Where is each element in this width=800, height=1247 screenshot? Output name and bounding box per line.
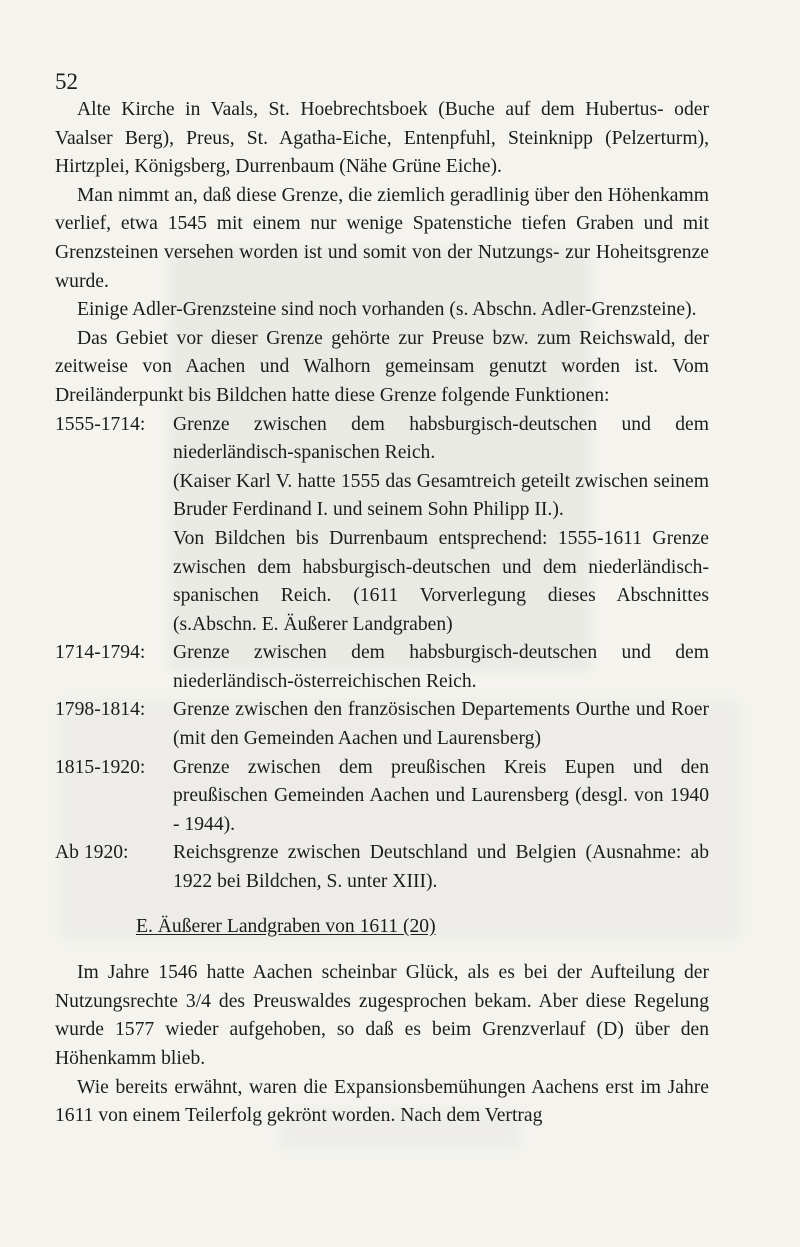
border-function-timeline bbox=[55, 411, 709, 897]
timeline-entry bbox=[55, 411, 709, 640]
timeline-period: Ab 1920: bbox=[55, 842, 129, 864]
timeline-description bbox=[173, 639, 709, 696]
timeline-period: 1714-1794: bbox=[55, 642, 146, 664]
timeline-period: 1555-1714: bbox=[55, 413, 146, 435]
paragraph: Alte Kirche in Vaals, St. Hoebrechtsboek (Buche auf dem Hubertus- oder Vaalser Berg), Preus, St. Agatha-Eiche, Entenpfuhl, Steinknipp (Pelzerturm), Hirtzplei, Königsberg, Durrenbaum (Nähe Grüne Eiche). bbox=[55, 99, 709, 178]
paragraph: Das Gebiet vor dieser Grenze gehörte zur Preuse bzw. zum Reichswald, der zeitweise von Aachen und Walhorn gemeinsam genutzt worden ist. Vom Dreiländerpunkt bis Bildchen hatte diese Grenze folgende Funktionen: bbox=[55, 327, 709, 406]
timeline-description bbox=[173, 839, 709, 896]
section-heading-text: E. Äußerer Landgraben von 1611 (20) bbox=[136, 915, 436, 937]
timeline-line: Grenze zwischen dem habsburgisch-deutschen und dem niederländisch-österreichischen Reich. bbox=[173, 642, 709, 692]
timeline-line: (Kaiser Karl V. hatte 1555 das Gesamtreich geteilt zwischen seinem Bruder Ferdinand I. und seinem Sohn Philipp II.). bbox=[173, 470, 709, 521]
timeline-line: Grenze zwischen dem preußischen Kreis Eupen und den preußischen Gemeinden Aachen und Laurensberg (desgl. von 1940 - 1944). bbox=[173, 756, 709, 835]
timeline-description bbox=[173, 754, 709, 840]
section-heading bbox=[55, 913, 709, 942]
timeline-entry bbox=[55, 696, 709, 753]
page-number: 52 bbox=[55, 69, 78, 94]
timeline-period: 1815-1920: bbox=[55, 756, 146, 778]
timeline-line: Grenze zwischen den französischen Departements Ourthe und Roer (mit den Gemeinden Aachen und Laurensberg) bbox=[173, 699, 709, 750]
paragraph: Einige Adler-Grenzsteine sind noch vorhanden (s. Abschn. Adler-Grenzsteine). bbox=[77, 299, 697, 321]
timeline-entry bbox=[55, 754, 709, 840]
timeline-line: Von Bildchen bis Durrenbaum entsprechend: 1555-1611 Grenze zwischen dem habsburgisch-deutschen und dem niederländisch-spanischen Reich. (1611 Vorverlegung dieses Abschnittes (s.Abschn. E. Äußerer Landgraben) bbox=[173, 527, 709, 635]
timeline-entry bbox=[55, 639, 709, 696]
paragraph: Man nimmt an, daß diese Grenze, die ziemlich geradlinig über den Höhenkamm verlief, etwa 1545 mit einem nur wenige Spatenstiche tiefen Graben und mit Grenzsteinen versehen worden ist und somit von der Nutzungs- zur Hoheitsgrenze wurde. bbox=[55, 184, 709, 292]
timeline-line: Reichsgrenze zwischen Deutschland und Belgien (Ausnahme: ab 1922 bei Bildchen, S. unter XIII). bbox=[173, 842, 709, 893]
timeline-line: Grenze zwischen dem habsburgisch-deutschen und dem niederländisch-spanischen Reich. bbox=[173, 413, 709, 464]
timeline-period: 1798-1814: bbox=[55, 699, 146, 721]
paragraph: Wie bereits erwähnt, waren die Expansionsbemühungen Aachens erst im Jahre 1611 von einem Teilerfolg gekrönt worden. Nach dem Vertrag bbox=[55, 1076, 709, 1127]
timeline-entry bbox=[55, 839, 709, 896]
timeline-description bbox=[173, 411, 709, 640]
page-body bbox=[55, 96, 709, 1131]
timeline-description bbox=[173, 696, 709, 753]
paragraph: Im Jahre 1546 hatte Aachen scheinbar Glück, als es bei der Aufteilung der Nutzungsrechte 3/4 des Preuswaldes zugesprochen bekam. Aber diese Regelung wurde 1577 wieder aufgehoben, so daß es beim Grenzverlauf (D) über den Höhenkamm blieb. bbox=[55, 962, 709, 1069]
